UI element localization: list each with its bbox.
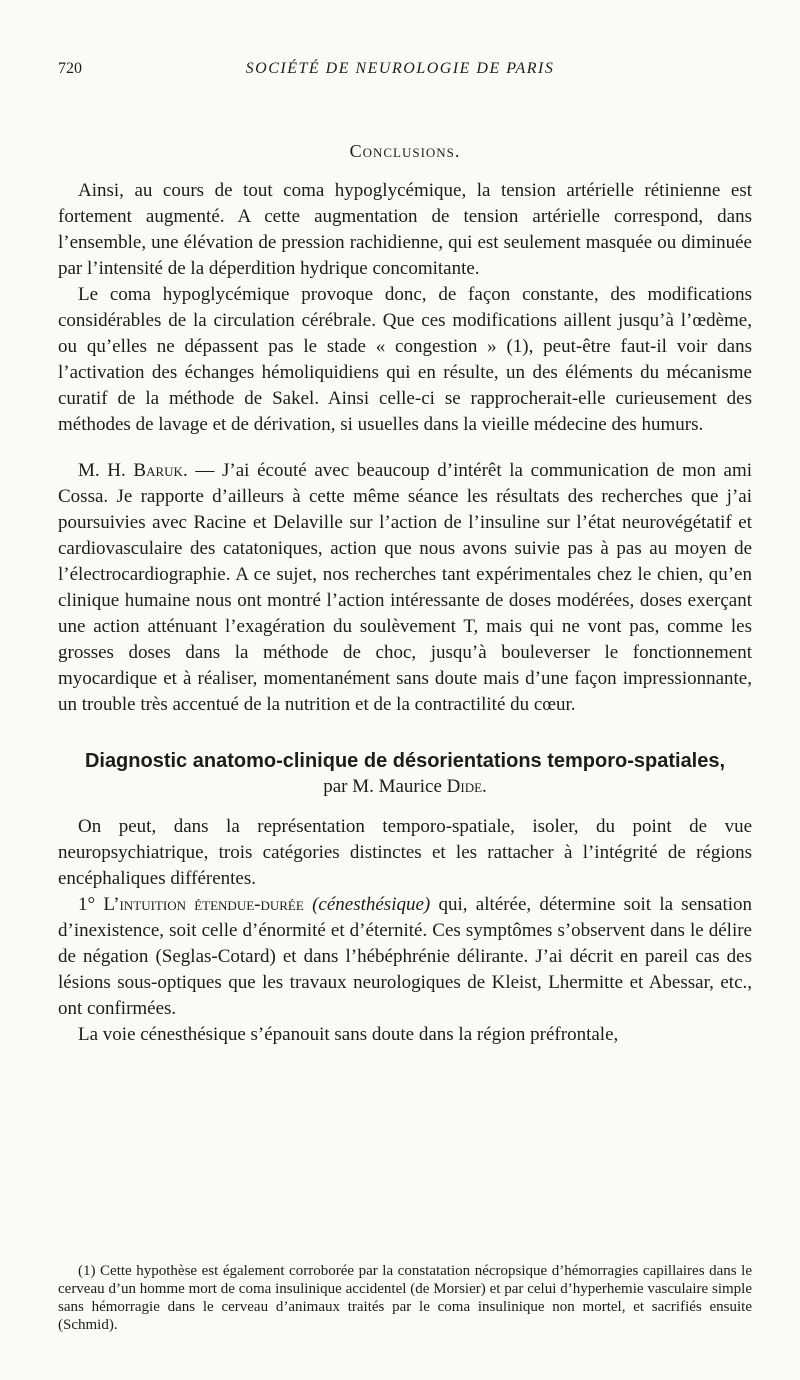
article-intro: On peut, dans la représentation temporo-spatiale, isoler, du point de vue neuropsychiatrique, trois catégories distinctes et les rattacher à l’intégrité de régions encéphaliques différentes. [58, 816, 752, 889]
page-number: 720 [58, 60, 82, 77]
item-1-label: 1° L’intuition étendue-durée [78, 894, 304, 915]
running-head [58, 60, 742, 84]
footnote [58, 1262, 752, 1334]
article-last-paragraph: La voie cénesthésique s’épanouit sans doute dans la région préfrontale, [78, 1024, 619, 1045]
byline-prefix: par M. Maurice [323, 776, 447, 797]
conclusions-heading: Conclusions. [349, 141, 461, 161]
baruk-paragraph [58, 458, 752, 718]
article-item-1 [58, 892, 752, 1022]
item-1-text: qui, altérée, détermine soit la sensation d’inexistence, soit celle d’énormité et d’éternité. Ces symptômes s’observent dans le délire de négation (Seglas-Cotard) et dans l’hébéphrénie délirante. J’ai décrit en pareil cas des lésions sous-optiques que les travaux neurologiques de Kleist, Lhermitte et Abessar, etc., ont confirmées. [58, 894, 753, 1019]
footnote-text: (1) Cette hypothèse est également corroborée par la constatation nécropsique d’hémorragies capillaires dans le cerveau d’un homme mort de coma insulinique accidentel (de Morsier) et par celui d’hyperhemie vasculaire simple sans hémorragie dans le cerveau d’animaux traités par le coma insulinique non mortel, et sacrifiés ensuite (Schmid). [58, 1263, 752, 1333]
body-text [58, 138, 752, 1048]
article-author: Dide. [446, 776, 487, 797]
baruk-text: — J’ai écouté avec beaucoup d’intérêt la communication de mon ami Cossa. Je rapporte d’ailleurs à cette même séance les résultats des recherches que j’ai poursuivies avec Racine et Delaville sur l’action de l’insuline sur l’état neurovégétatif et cardiovasculaire des catatoniques, action que nous avons suivie pas à pas au moyen de l’électrocardiographie. A ce sujet, nos recherches tant expérimentales chez le chien, qu’en clinique humaine nous ont montré l’action intéressante de doses modérées, doses exerçant une action atténuant l’exagération du soulèvement T, mais qui ne vont pas, comme les grosses doses dans la méthode de choc, jusqu’à bouleverser le fonctionnement myocardique et à réaliser, momentanément sans doute mais d’une façon impressionnante, un trouble très accentué de la nutrition et de la contractilité du cœur. [58, 460, 753, 715]
journal-title: SOCIÉTÉ DE NEUROLOGIE DE PARIS [245, 60, 555, 77]
article-byline [58, 774, 752, 800]
item-1-italic: (cénesthésique) [312, 894, 431, 915]
conclusions-paragraph-2: Le coma hypoglycémique provoque donc, de façon constante, des modifications considérables de la circulation cérébrale. Que ces modifications aillent jusqu’à l’œdème, ou qu’elles ne dépassent pas le stade « congestion » (1), peut-être faut-il voir dans l’activation des échanges hémoliquidiens qui en résulte, un des éléments du mécanisme curatif de la méthode de Sakel. Ainsi celle-ci se rapprocherait-elle curieusement des méthodes de lavage et de dérivation, si usuelles dans la vieille médecine des humurs. [58, 284, 752, 435]
speaker-name: M. H. Baruk. [78, 460, 188, 481]
article-title: Diagnostic anatomo-clinique de désorientations temporo-spatiales, [84, 750, 726, 772]
conclusions-paragraph-1: Ainsi, au cours de tout coma hypoglycémique, la tension artérielle rétinienne est fortement augmenté. A cette augmentation de tension artérielle correspond, dans l’ensemble, une élévation de pression rachidienne, qui est seulement masquée ou diminuée par l’intensité de la déperdition hydrique concomitante. [58, 180, 752, 279]
